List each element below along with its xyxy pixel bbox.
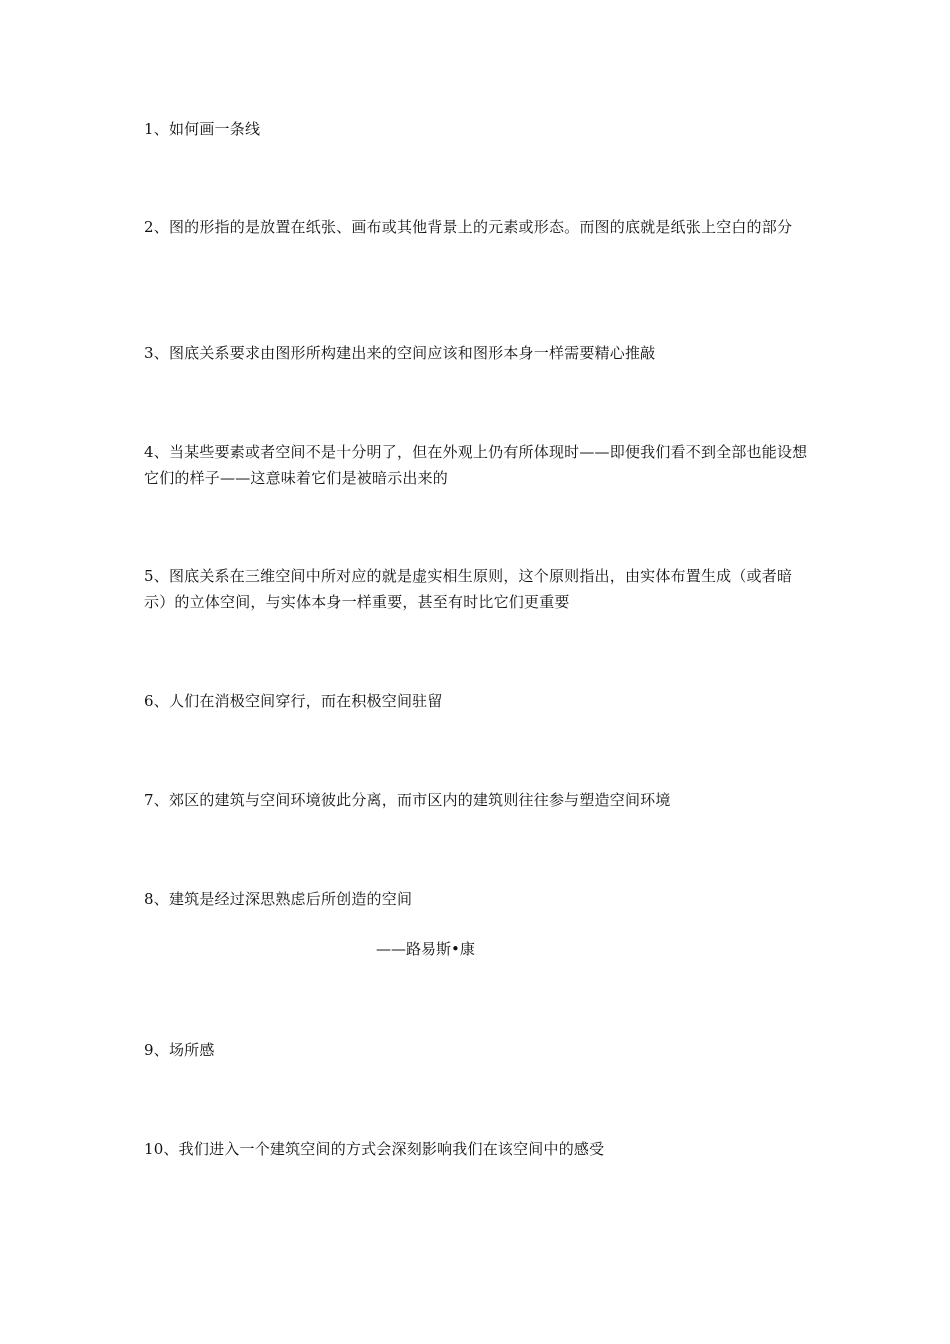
list-item-8: 8、建筑是经过深思熟虑后所创造的空间: [144, 890, 413, 908]
list-item-6: 6、人们在消极空间穿行，而在积极空间驻留: [144, 692, 443, 710]
list-item-10: 10、我们进入一个建筑空间的方式会深刻影响我们在该空间中的感受: [144, 1140, 605, 1158]
list-item-5: 5、图底关系在三维空间中所对应的就是虚实相生原则，这个原则指出，由实体布置生成（或者暗示）的立体空间，与实体本身一样重要，甚至有时比它们更重要: [144, 567, 793, 611]
list-item-2: 2、图的形指的是放置在纸张、画布或其他背景上的元素或形态。而图的底就是纸张上空白的部分: [144, 218, 793, 236]
list-item-9: 9、场所感: [144, 1041, 215, 1059]
list-item-7: 7、郊区的建筑与空间环境彼此分离，而市区内的建筑则往往参与塑造空间环境: [144, 791, 671, 809]
list-item-4: 4、当某些要素或者空间不是十分明了，但在外观上仍有所体现时——即便我们看不到全部也能设想它们的样子——这意味着它们是被暗示出来的: [144, 443, 808, 487]
quote-attribution: ——路易斯•康: [376, 940, 475, 958]
list-item-1: 1、如何画一条线: [144, 120, 261, 138]
list-item-3: 3、图底关系要求由图形所构建出来的空间应该和图形本身一样需要精心推敲: [144, 344, 656, 362]
